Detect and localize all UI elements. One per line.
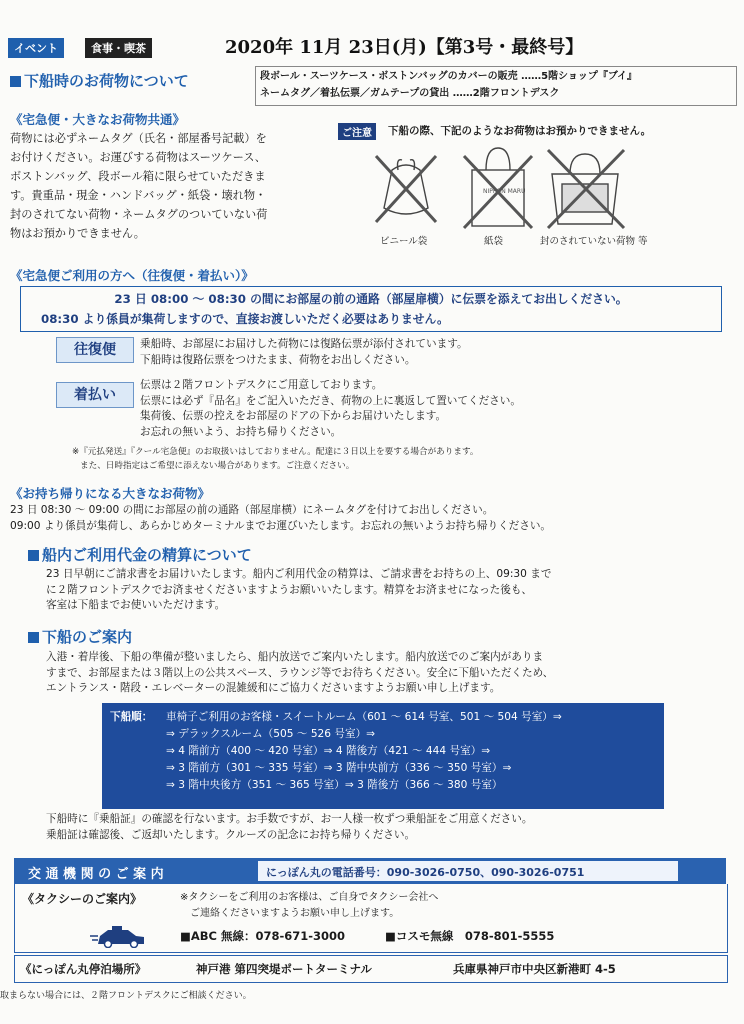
payment-line: 客室は下船までお使いいただけます。	[46, 599, 226, 611]
cod-text	[140, 378, 521, 440]
cod-line: 伝票は２階フロントデスクにご用意しております。	[140, 379, 383, 391]
info-line-1: 段ボール・スーツケース・ボストンバッグのカバーの販売 ……5階ショップ『ブイ』	[260, 71, 637, 82]
common-text	[10, 129, 330, 243]
order-list	[166, 709, 562, 794]
port-label: 《にっぽん丸停泊場所》	[20, 962, 147, 976]
delivery-notice-box	[20, 286, 722, 332]
ticket-line: 下船時に『乗船証』の確認を行ないます。お手数ですが、お一人様一枚ずつ乗船証をご用意ください。	[46, 813, 533, 825]
cod-line: 集荷後、伝票の控えをお部屋のドアの下からお届けいたします。	[140, 410, 447, 422]
common-line: 物はお預かりできません。	[10, 227, 145, 240]
tab-event: イベント	[8, 38, 64, 58]
payment-text	[46, 567, 551, 614]
tab-food: 食事・喫茶	[85, 38, 152, 58]
order-line: ⇒ デラックスルーム（505 ～ 526 号室）⇒	[166, 728, 376, 740]
label-paper-bag: 紙袋	[484, 236, 504, 247]
ticket-text	[46, 812, 532, 843]
common-line: お付けください。お運びする荷物はスーツケース、	[10, 151, 266, 164]
payment-line: に２階フロントデスクでお済ませくださいますようお願いいたします。精算をお済ませになった後も、	[46, 583, 533, 596]
square-bullet-icon	[28, 632, 39, 643]
roundtrip-label: 往復便	[56, 337, 134, 363]
taxi-label: 《タクシーのご案内》	[22, 892, 143, 906]
open-bag-icon	[540, 144, 630, 230]
large-luggage-line: 23 日 08:30 ～ 09:00 の間にお部屋の前の通路（部屋扉横）にネームタグを付けてお出しください。	[10, 504, 494, 516]
roundtrip-line: 下船時は復路伝票をつけたまま、荷物をお出しください。	[140, 353, 416, 366]
order-line: ⇒ 3 階中央後方（351 ～ 365 号室）⇒ 3 階後方（366 ～ 380 号室）	[166, 779, 503, 791]
order-line: ⇒ 3 階前方（301 ～ 335 号室）⇒ 3 階中央前方（336 ～ 350 号室）⇒	[166, 762, 512, 774]
large-luggage-text	[10, 503, 551, 534]
plastic-bag-icon	[370, 148, 442, 228]
transport-title: 交 通 機 関 の ご 案 内	[28, 867, 164, 882]
roundtrip-text	[140, 337, 468, 368]
common-line: ボストンバッグ、段ボール箱に限らせていただきま	[10, 170, 266, 183]
footnote-1: ※『元払発送』『クール宅急便』のお取扱いはしておりません。配達に３日以上を要する場合があります。	[72, 447, 479, 457]
ticket-line: 乗船証は確認後、ご返却いたします。クルーズの記念にお持ち帰りください。	[46, 828, 416, 841]
payment-line: 23 日早朝にご請求書をお届けいたします。船内ご利用代金の精算は、ご請求書をお持ちの上、09:30 まで	[46, 568, 552, 580]
sub-title-large-luggage: 《お持ち帰りになる大きなお荷物》	[10, 486, 211, 501]
notice-line: 08:30 より係員が集荷しますので、直接お渡しいただく必要はありません。	[41, 312, 449, 326]
bag-brand: NIPPON MARU	[483, 188, 526, 195]
phone-box	[258, 861, 678, 881]
section-title-disembark: 下船のご案内	[28, 626, 132, 647]
taxi-note	[180, 890, 438, 922]
disembark-line: すまで、お部屋または３階以上の公共スペース、ラウンジ等でお待ちください。安全に下船いただくため、	[46, 666, 554, 679]
taxi-icon	[90, 924, 146, 948]
taxi-note-line: ※タクシーをご利用のお客様は、ご自身でタクシー会社へ	[180, 892, 439, 903]
caution-text: 下船の際、下記のようなお荷物はお預かりできません。	[388, 125, 652, 137]
disembark-line: 入港・着岸後、下船の準備が整いましたら、船内放送でご案内いたします。船内放送でのご案内がありま	[46, 651, 544, 663]
order-label: 下船順：	[110, 711, 153, 723]
order-line: ⇒ 4 階前方（400 ～ 420 号室）⇒ 4 階後方（421 ～ 444 号室）⇒	[166, 745, 491, 757]
issue-date: 2020年 11月 23日(月)【第3号・最終号】	[225, 37, 584, 58]
disembark-line: エントランス・階段・エレベーターの混雑緩和にご協力くださいますようお願い申し上げます。	[46, 682, 501, 694]
disembark-text	[46, 650, 553, 697]
taxi-abc: ■ABC 無線：078-671-3000	[180, 929, 346, 943]
sub-title-delivery: 《宅急便ご利用の方へ（往復便・着払い）》	[10, 268, 254, 283]
footer-text: 取まらない場合には、２階フロントデスクにご相談ください。	[0, 991, 252, 1001]
notice-line: 23 日 08:00 ～ 08:30 の間にお部屋の前の通路（部屋扉横）に伝票を添えてお出しください。	[114, 292, 628, 306]
common-line: す。貴重品・現金・ハンドバッグ・紙袋・壊れ物・	[10, 189, 267, 202]
sub-title-common: 《宅急便・大きなお荷物共通》	[10, 112, 186, 127]
disembark-order-box	[102, 703, 664, 809]
cod-label: 着払い	[56, 382, 134, 408]
taxi-cosmo: ■コスモ無線 078-801-5555	[385, 929, 555, 943]
port-name: 神戸港 第四突堤ポートターミナル	[196, 962, 372, 976]
order-line: 車椅子ご利用のお客様・スイートルーム（601 ～ 614 号室、501 ～ 504 号室）⇒	[166, 711, 562, 723]
caution-tag: ご注意	[338, 123, 376, 140]
ship-phone: にっぽん丸の電話番号：090-3026-0750、090-3026-0751	[266, 866, 585, 879]
paper-bag-icon	[460, 140, 536, 230]
common-line: 荷物には必ずネームタグ（氏名・部屋番号記載）を	[10, 132, 267, 145]
section-title-luggage: 下船時のお荷物について	[10, 70, 189, 91]
taxi-note-line: ご連絡くださいますようお願い申し上げます。	[190, 908, 400, 919]
square-bullet-icon	[10, 76, 21, 87]
cod-line: お忘れの無いよう、お持ち帰りください。	[140, 425, 342, 438]
roundtrip-line: 乗船時、お部屋にお届けした荷物には復路伝票が添付されています。	[140, 338, 468, 350]
section-title-payment: 船内ご利用代金の精算について	[28, 544, 252, 565]
label-open-bag: 封のされていない荷物 等	[540, 236, 648, 247]
port-address: 兵庫県神戸市中央区新港町 4-5	[453, 962, 616, 976]
common-line: 封のされてない荷物・ネームタグのついていない荷	[10, 208, 268, 221]
square-bullet-icon	[28, 550, 39, 561]
info-line-2: ネームタグ／着払伝票／ガムテープの貸出 ……2階フロントデスク	[260, 88, 560, 99]
footnote-2: また、日時指定はご希望に添えない場合があります。ご注意ください。	[80, 461, 355, 471]
label-plastic-bag: ビニール袋	[380, 236, 428, 247]
cod-line: 伝票には必ず『品名』をご記入いただき、荷物の上に裏返して置いてください。	[140, 394, 521, 407]
info-box	[255, 66, 737, 106]
large-luggage-line: 09:00 より係員が集荷し、あらかじめターミナルまでお運びいたします。お忘れの無いようお持ち帰りください。	[10, 519, 552, 532]
